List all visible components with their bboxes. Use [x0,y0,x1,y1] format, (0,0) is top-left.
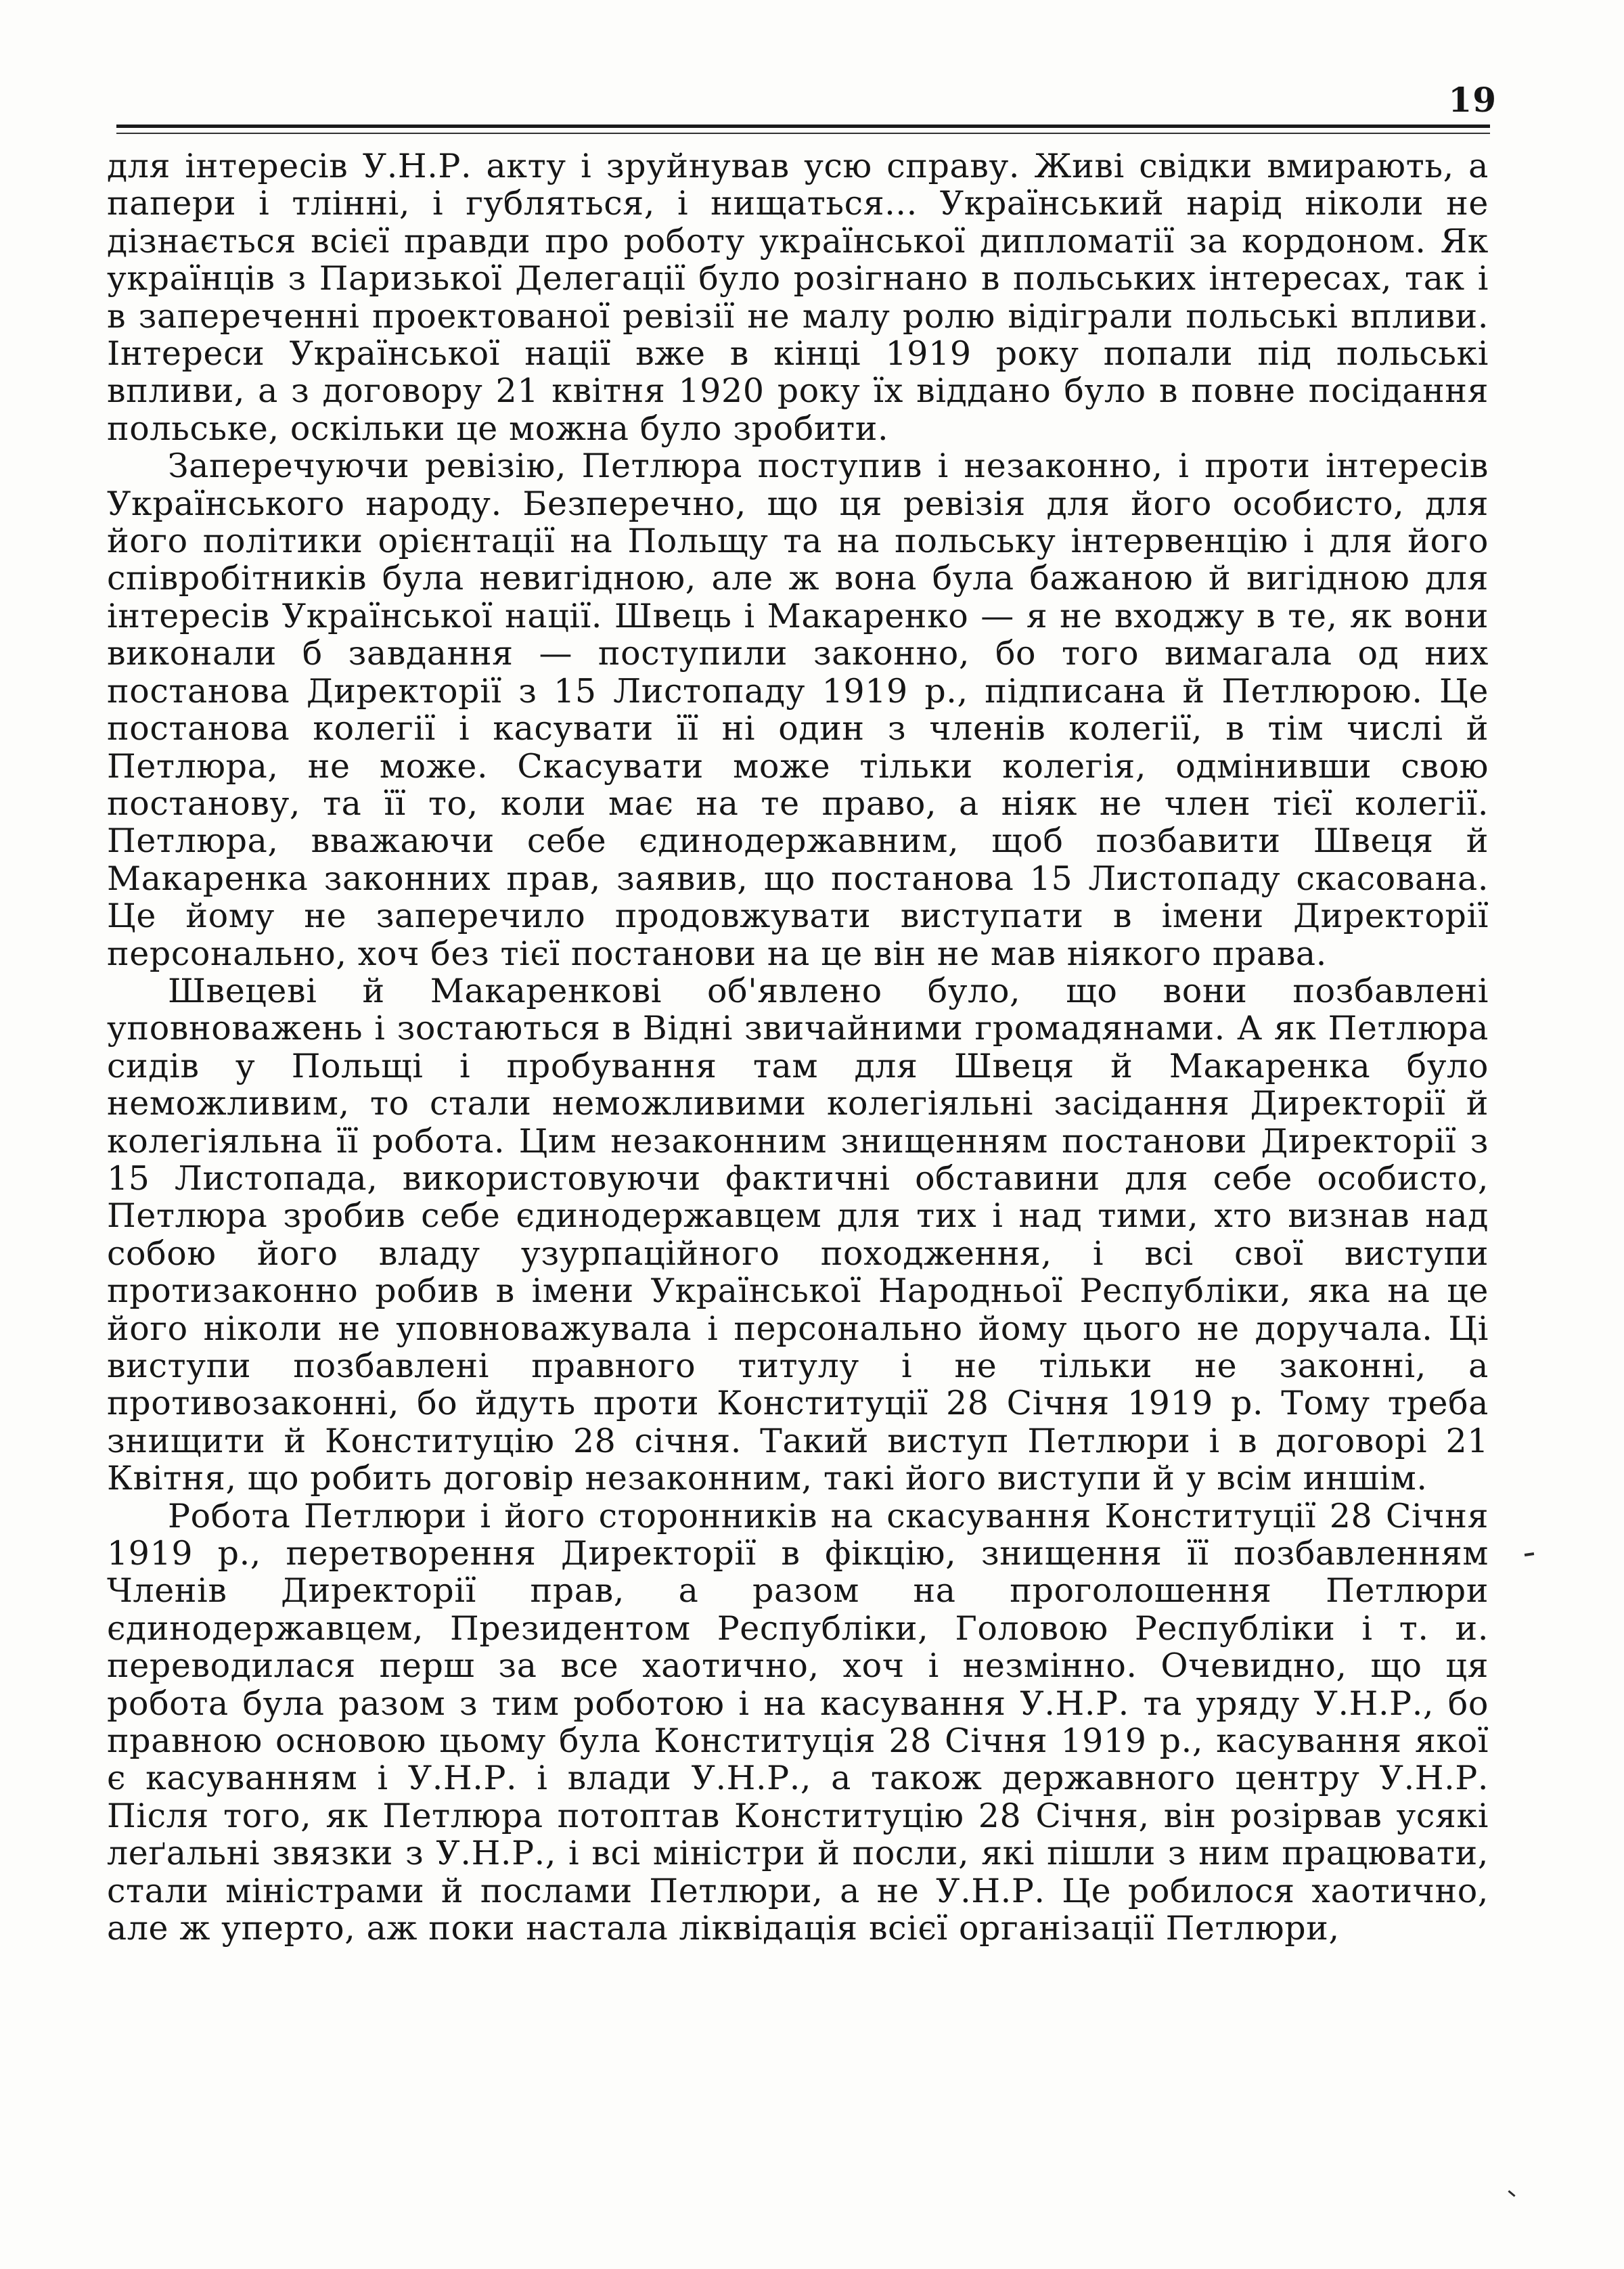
paragraph-1: для інтересів У.Н.Р. акту і зруйнував усю справу. Живі свідки вмирають, а папери і тлінні, і губляться, і нищаться... Український нарід ніколи не дізнається всієї правди про роботу української дипломатії за кордоном. Як українців з Паризької Делегації було розігнано в польських інтересах, так і в запереченні проектованої ревізії не малу ролю відіграли польські впливи. Інтереси Української нації вже в кінці 1919 року попали під польські впливи, а з договору 21 квітня 1920 року їх віддано було в повне посідання польське, оскільки це можна було зробити. [107,147,1489,448]
page-header [116,73,1502,134]
header-rule [116,125,1490,128]
header-rule-thin [116,133,1490,134]
paragraph-3: Швецеві й Макаренкові об'явлено було, що вони позбавлені уповноважень і зостаються в Відні звичайними громадянами. А як Петлюра сидів у Польщі і пробування там для Швеця й Макаренка було неможливим, то стали неможливими колегіяльні засідання Директорії й колегіяльна її робота. Цим незаконним знищенням постанови Директорії з 15 Листопада, використовуючи фактичні обставини для себе особисто, Петлюра зробив себе єдинодержавцем для тих і над тими, хто визнав над собою його владу узурпаційного походження, і всі свої виступи протизаконно робив в імени Української Народньої Республіки, яка на це його ніколи не уповноважувала і персонально йому цього не доручала. Ці виступи позбавлені правного титулу і не тільки не законні, а противозаконні, бо йдуть проти Конституції 28 Січня 1919 р. Тому треба знищити й Конституцію 28 січня. Такий виступ Петлюри і в договорі 21 Квітня, що робить договір незаконним, такі його виступи й у всім иншім. [107,971,1489,1498]
paragraph-2: Заперечуючи ревізію, Петлюра поступив і незаконно, і проти інтересів Українського народу. Безперечно, що ця ревізія для його особисто, для його політики орієнтації на Польщу та на польську інтервенцію і для його співробітників була невигідною, але ж вона була бажаною й вигідною для інтересів Української нації. Швець і Макаренко — я не входжу в те, як вони виконали б завдання — поступили законно, бо того вимагала од них постанова Директорії з 15 Листопаду 1919 р., підписана й Петлюрою. Це постанова колегії і касувати її ні один з членів колегії, в тім числі й Петлюра, не може. Скасувати може тільки колегія, одмінивши свою постанову, та її то, коли має на те право, а ніяк не член тієї колегії. Петлюра, вважаючи себе єдинодержавним, щоб позбавити Швеця й Макаренка законних прав, заявив, що постанова 15 Листопаду скасована. Це йому не заперечило продовжувати виступати в імени Директорії персонально, хоч без тієї постанови на це він не мав ніякого права. [107,447,1489,973]
page-number: 19 [1448,80,1497,120]
body-text [107,148,1489,1948]
paragraph-4: Робота Петлюри і його сторонників на скасування Конституції 28 Січня 1919 р., перетворення Директорії в фікцію, знищення її позбавленням Членів Директорії прав, а разом на проголошення Петлюри єдинодержавцем, Президентом Республіки, Головою Республіки і т. и. переводилася перш за все хаотично, хоч і незмінно. Очевидно, що ця робота була разом з тим роботою і на касування У.Н.Р. та уряду У.Н.Р., бо правною основою цьому була Конституція 28 Січня 1919 р., касування якої є касуванням і У.Н.Р. і влади У.Н.Р., а також державного центру У.Н.Р. Після того, як Петлюра потоптав Конституцію 28 Січня, він розірвав усякі леґальні звязки з У.Н.Р., і всі міністри й посли, які пішли з ним працювати, стали міністрами й послами Петлюри, а не У.Н.Р. Це робилося хаотично, але ж уперто, аж поки настала ліквідація всієї організації Петлюри, [107,1496,1489,1948]
margin-speck [1525,1552,1534,1556]
margin-speck [1508,2190,1515,2197]
